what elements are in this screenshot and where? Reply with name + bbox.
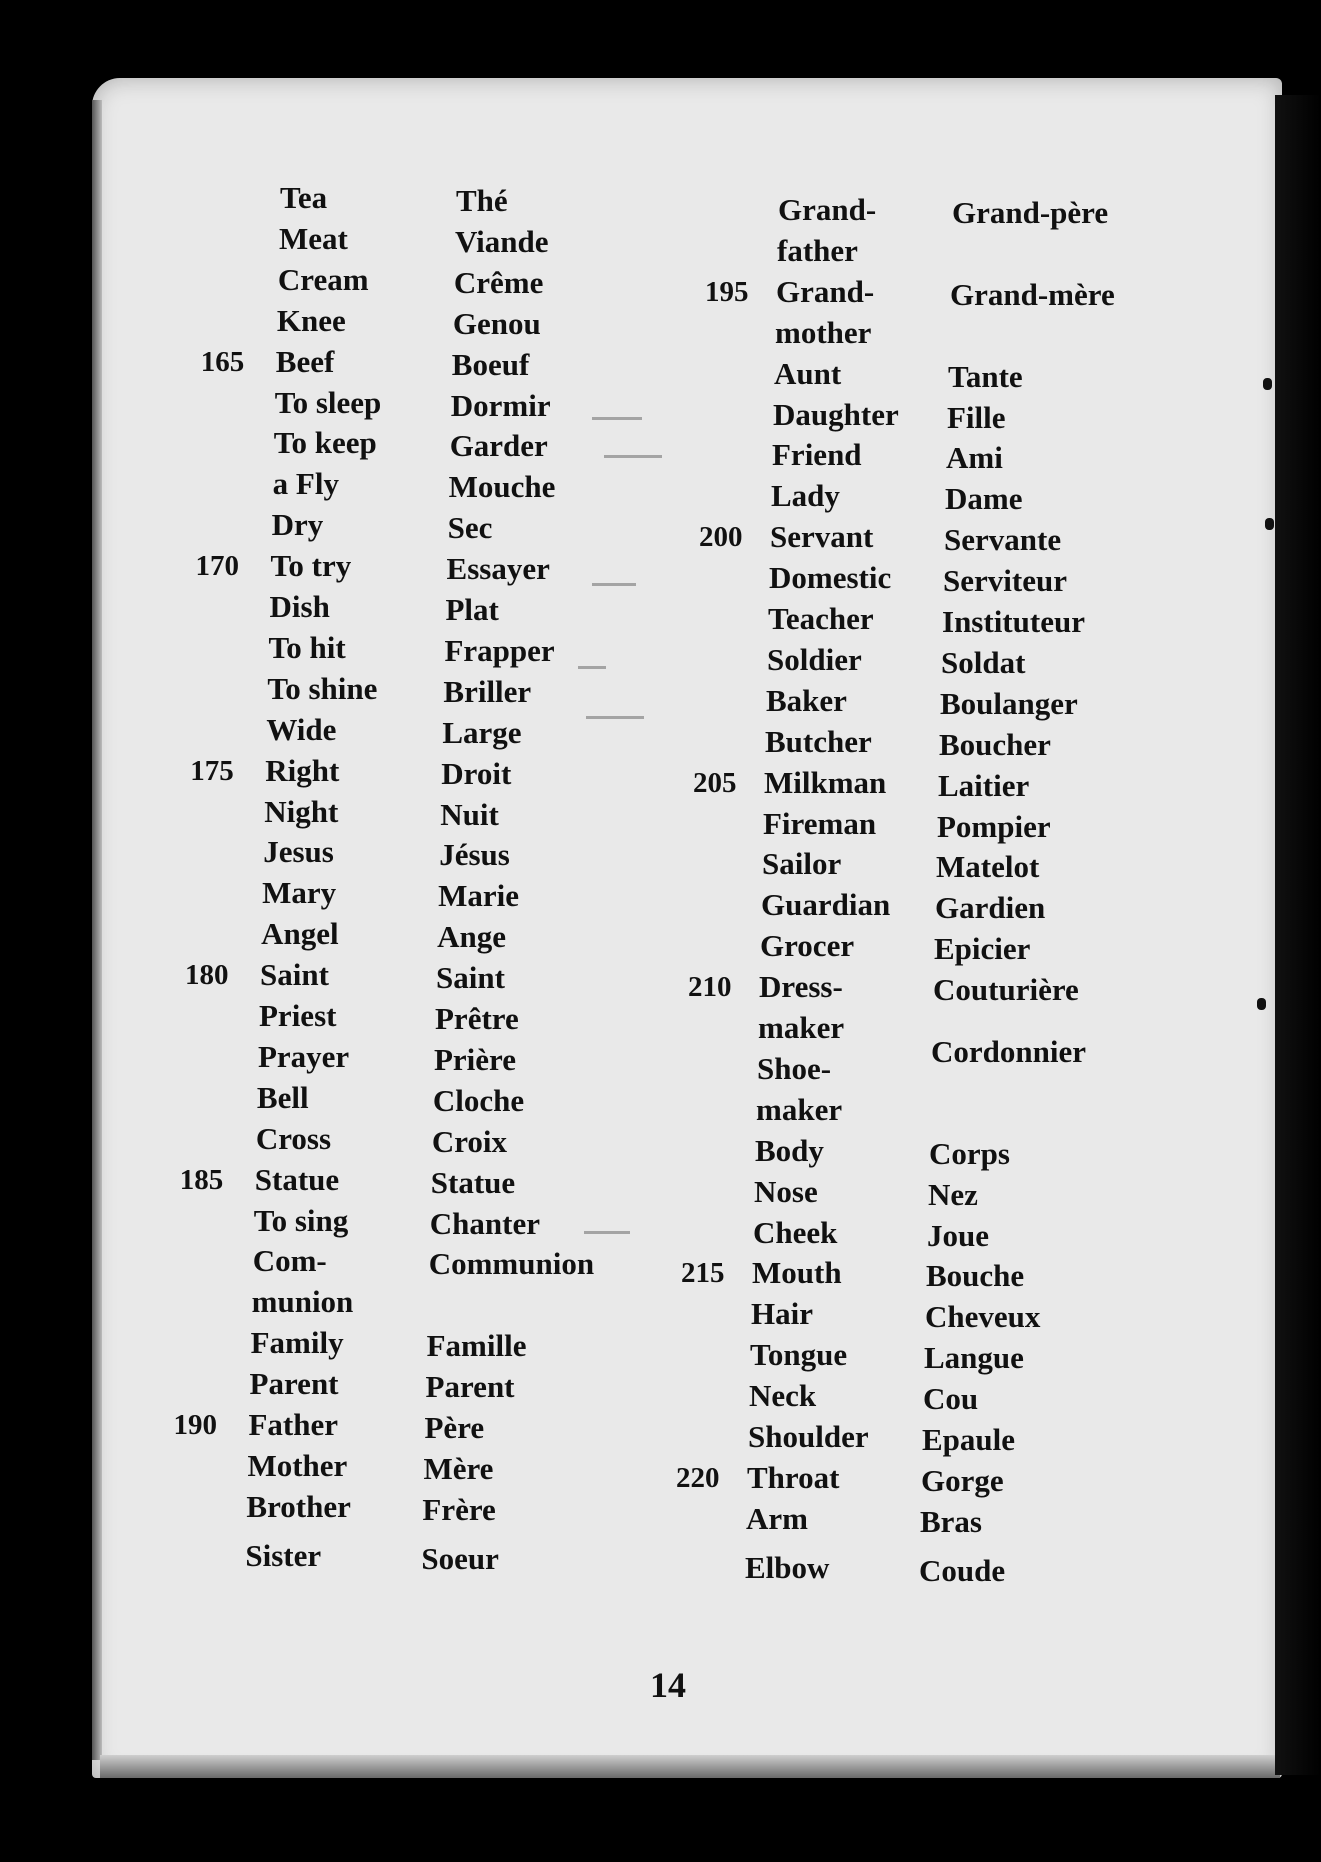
french-word: Gardien [935,890,1046,926]
french-word: Famille [426,1328,527,1364]
french-word: Ange [437,919,506,955]
english-word: To hit [268,629,346,665]
english-word: Baker [766,682,847,718]
english-word: Grocer [760,928,855,964]
french-word: Pompier [937,808,1051,844]
entry-number: 210 [688,971,732,1004]
entry-number: 195 [705,275,749,308]
french-word: Prêtre [435,1001,519,1036]
french-word: Instituteur [942,604,1085,639]
english-word: Dish [269,589,330,624]
english-word: Tongue [750,1337,848,1373]
english-word: Nose [754,1173,818,1209]
english-word: Milkman [764,764,887,800]
french-word: Bouche [926,1258,1025,1294]
french-word: Genou [452,305,541,341]
english-word: Beef [275,343,335,379]
french-word: Cheveux [925,1299,1041,1335]
english-word: Fireman [763,805,877,841]
english-word: Dry [271,507,324,543]
english-word: Teacher [768,601,874,636]
english-word: Soldier [767,641,862,677]
english-word: maker [758,1010,845,1045]
french-word: Large [442,714,522,750]
french-word: Fille [947,399,1006,435]
english-word: Wide [266,711,337,747]
entry-number: 180 [185,959,229,992]
french-word: Essayer [446,551,550,587]
french-word: Soldat [941,644,1026,680]
english-word: Sister [245,1537,322,1573]
french-word: Dormir [450,387,551,423]
french-word: Dame [945,481,1023,517]
english-word: Saint [260,957,329,993]
french-word: Statue [430,1164,516,1200]
french-word: Boulanger [940,685,1078,721]
french-word: Servante [944,522,1062,558]
french-word: Soeur [421,1540,499,1576]
english-word: munion [251,1284,354,1320]
french-word: Père [424,1410,485,1445]
margin-dot [1257,998,1266,1010]
english-word: Shoulder [748,1419,869,1454]
english-word: Sailor [762,846,842,882]
french-word: Frère [422,1491,496,1527]
english-word: To try [270,548,352,584]
english-word: Night [264,793,339,829]
english-word: Elbow [745,1549,830,1585]
english-word: Friend [772,437,862,473]
entry-number: 175 [190,754,234,787]
english-word: Mouth [752,1255,842,1291]
english-word: Servant [770,519,874,555]
english-word: Shoe- [757,1050,832,1086]
english-word: Aunt [774,355,842,391]
entry-number: 205 [693,766,737,799]
french-word: Joue [927,1217,989,1253]
english-word: mother [775,314,872,350]
pencil-mark [586,716,644,719]
french-word: Langue [924,1340,1024,1376]
english-word: To sing [253,1202,349,1238]
french-word: Nuit [440,796,499,832]
english-word: Knee [276,302,346,338]
english-word: Father [248,1407,339,1442]
french-word: Matelot [936,849,1040,885]
entry-number: 200 [699,521,743,554]
french-word: Mouche [448,469,556,505]
english-word: Neck [749,1378,817,1414]
english-word: Family [250,1325,344,1361]
french-word: Viande [454,223,549,259]
english-word: Cream [277,261,369,297]
english-word: Angel [261,916,339,952]
french-word: Gorge [921,1462,1004,1498]
english-word: Bell [256,1079,309,1115]
english-word: Hair [751,1296,813,1332]
french-word: Tante [948,358,1023,394]
pencil-mark [604,455,662,458]
french-word: Serviteur [943,563,1067,599]
entry-number: 190 [173,1409,217,1441]
english-word: Arm [746,1500,808,1536]
english-word: Grand- [776,273,875,309]
english-word: Domestic [769,560,892,596]
french-word: Cordonnier [931,1033,1086,1069]
english-word: Jesus [263,834,334,870]
french-word: Ami [946,440,1003,476]
french-word: Sec [447,510,493,546]
english-word: Grand- [778,192,877,227]
french-word: Grand-père [952,195,1109,230]
french-word: Mère [423,1450,494,1486]
english-word: Mother [247,1447,348,1483]
french-word: Plat [445,592,499,627]
french-word: Boeuf [451,346,530,382]
english-word: Com- [252,1243,327,1279]
page-left-edge [92,100,102,1760]
pencil-mark [592,417,642,420]
french-word: Frapper [444,632,555,668]
french-word: Parent [425,1369,515,1405]
entry-number: 170 [195,550,240,583]
english-word: Statue [254,1161,340,1197]
english-word: To shine [267,670,378,706]
french-word: Boucher [939,726,1051,762]
french-word: Epicier [934,931,1031,967]
french-word: Epaule [922,1422,1016,1457]
french-word: Couturière [933,972,1079,1008]
french-word: Communion [428,1246,595,1282]
french-word: Crême [453,264,544,300]
english-word: To keep [273,425,377,461]
english-word: maker [756,1091,843,1127]
english-word: Parent [249,1366,339,1402]
english-word: Lady [771,478,840,514]
page-bottom-edge [100,1755,1280,1778]
english-word: Throat [747,1459,840,1495]
english-word: Body [755,1132,824,1168]
entry-number: 165 [200,345,245,378]
french-word: Cloche [432,1082,525,1118]
pencil-mark [578,666,606,669]
margin-dot [1265,518,1274,530]
english-word: Prayer [257,1038,350,1074]
french-word: Garder [449,428,548,464]
french-word: Prière [433,1041,516,1077]
english-word: Guardian [761,887,891,923]
entry-number: 220 [676,1461,720,1494]
french-word: Nez [928,1176,978,1212]
french-word: Coude [919,1552,1006,1588]
french-word: Marie [438,878,520,914]
english-word: Butcher [765,723,872,759]
entry-number: 215 [681,1257,725,1290]
english-word: Dress- [759,969,843,1005]
french-word: Saint [436,960,505,996]
pencil-mark [584,1231,630,1234]
english-word: Brother [246,1488,351,1524]
french-word: Jésus [439,837,510,873]
english-word: a Fly [272,466,339,502]
french-word: Corps [929,1135,1010,1171]
french-word: Grand-mère [950,276,1115,312]
french-word: Briller [443,673,532,709]
french-word: Cou [923,1381,979,1417]
english-word: Daughter [773,396,899,432]
french-word: Thé [456,183,508,218]
french-word: Laitier [938,767,1030,803]
french-word: Bras [920,1503,982,1539]
french-word: Croix [431,1123,508,1159]
french-word: Droit [441,755,512,791]
french-word: Chanter [429,1205,540,1241]
page-number: 14 [650,1665,686,1705]
english-word: Cheek [753,1214,838,1250]
english-word: Meat [278,220,348,256]
english-word: Right [265,752,340,788]
english-word: Mary [262,875,337,911]
english-word: To sleep [274,384,382,420]
english-word: Priest [259,998,337,1033]
pencil-mark [592,583,636,586]
english-word: father [777,232,858,268]
margin-dot [1263,378,1272,390]
english-word: Tea [280,180,328,215]
english-word: Cross [255,1120,332,1156]
entry-number: 185 [179,1163,224,1196]
book-spine [1275,95,1321,1775]
